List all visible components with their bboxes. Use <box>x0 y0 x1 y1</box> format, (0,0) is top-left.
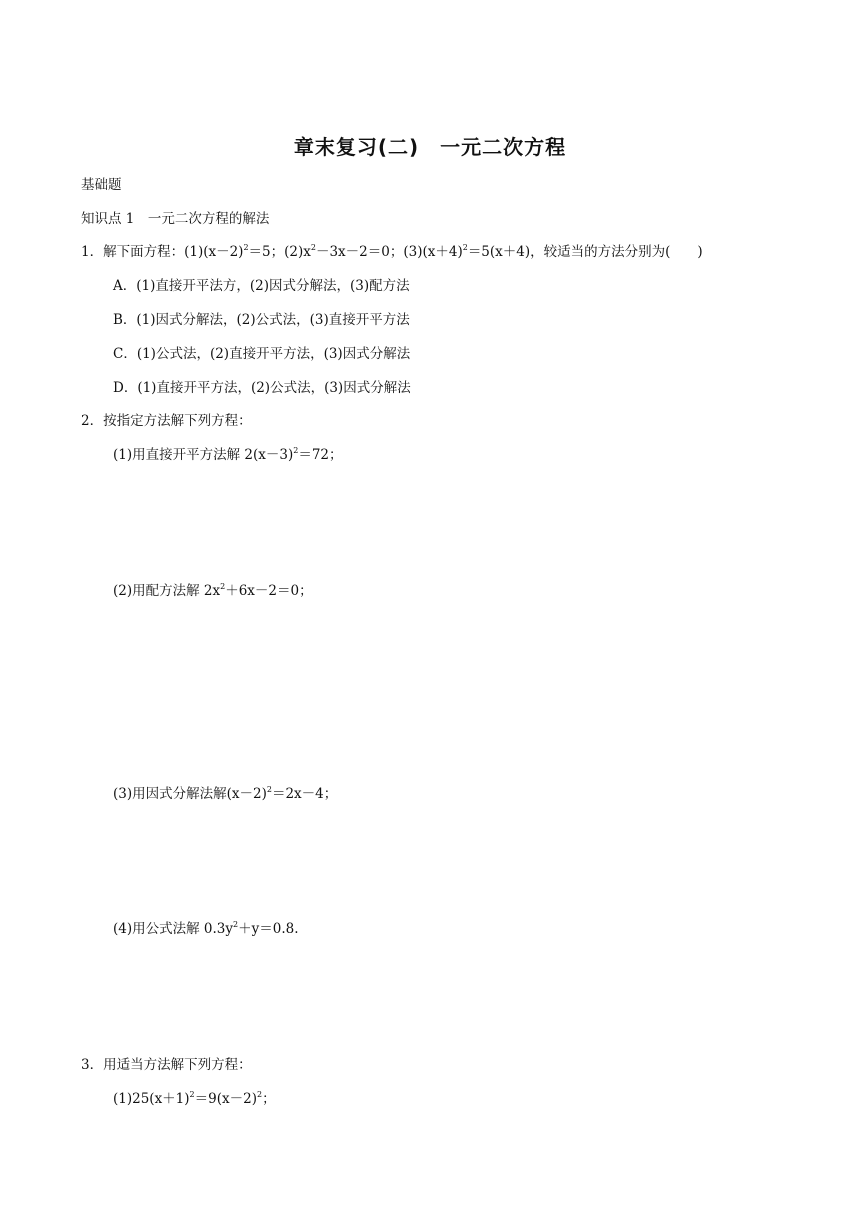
q1-exponent: 2 <box>243 243 249 252</box>
q1-option-b: B．(1)因式分解法，(2)公式法，(3)直接开平方法 <box>113 312 410 328</box>
question-2-stem: 2．按指定方法解下列方程： <box>81 413 252 429</box>
q2-exponent: 2 <box>266 785 272 794</box>
q1-option-d: D．(1)直接开平方法，(2)公式法，(3)因式分解法 <box>113 380 411 396</box>
q1-text-part: ＝5；(2)x <box>248 244 311 260</box>
q2-text-part: (2)用配方法解 2x <box>113 583 221 599</box>
section-heading: 基础题 <box>81 177 122 193</box>
q2-text-part: ＝72； <box>298 447 343 463</box>
q1-exponent: 2 <box>310 243 316 252</box>
q3-text-part: ； <box>262 1091 276 1107</box>
q2-exponent: 2 <box>293 446 299 455</box>
topic-heading: 知识点 1 一元二次方程的解法 <box>81 211 270 227</box>
question-3-stem: 3．用适当方法解下列方程： <box>81 1057 252 1073</box>
q3-text-part: (1)25(x＋1) <box>113 1091 190 1107</box>
q3-exponent: 2 <box>256 1090 263 1099</box>
page-title: 章末复习(二) 一元二次方程 <box>293 135 567 159</box>
q1-text-part: 1．解下面方程：(1)(x－2) <box>81 244 244 260</box>
q2-part-1 <box>113 446 343 464</box>
q1-text-part: －3x－2＝0；(3)(x＋4) <box>315 244 463 260</box>
q2-exponent: 2 <box>220 582 226 591</box>
q3-part-1 <box>113 1090 276 1108</box>
q1-exponent: 2 <box>462 243 468 252</box>
q1-option-c: C．(1)公式法，(2)直接开平方法，(3)因式分解法 <box>113 346 411 362</box>
q1-text-part: ＝5(x＋4)，较适当的方法分别为( ) <box>467 244 703 260</box>
q1-option-a: A．(1)直接开平法方，(2)因式分解法，(3)配方法 <box>113 278 410 294</box>
q2-part-3 <box>113 785 337 803</box>
q3-text-part: ＝9(x－2) <box>194 1091 257 1107</box>
q2-exponent: 2 <box>233 920 239 929</box>
q3-exponent: 2 <box>189 1090 195 1099</box>
q2-part-2 <box>113 582 313 600</box>
q2-text-part: ＋y＝0.8. <box>238 921 299 937</box>
q2-text-part: (3)用因式分解法解(x－2) <box>113 786 267 802</box>
q2-text-part: ＋6x－2＝0； <box>225 583 313 599</box>
q2-text-part: (4)用公式法解 0.3y <box>113 921 234 937</box>
q2-text-part: (1)用直接开平方法解 2(x－3) <box>113 447 294 463</box>
question-1-stem <box>81 243 703 261</box>
q2-part-4 <box>113 920 299 938</box>
q2-text-part: ＝2x－4； <box>271 786 338 802</box>
